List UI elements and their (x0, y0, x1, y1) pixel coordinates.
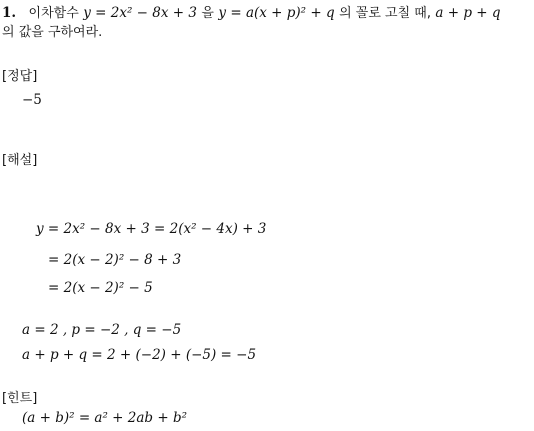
answer-label: [정답] (2, 69, 38, 84)
answer-value: −5 (22, 92, 42, 108)
problem-statement (2, 6, 501, 21)
problem-expr-3: a + p + q (435, 5, 501, 21)
hint-label: [힌트] (2, 391, 38, 406)
solution-values: a = 2 , p = −2 , q = −5 (22, 322, 182, 338)
solution-label: [해설] (2, 153, 38, 168)
problem-expr-2: y = a(x + p)² + q (218, 5, 335, 21)
problem-text-2: 을 (201, 6, 214, 21)
hint-formula: (a + b)² = a² + 2ab + b² (22, 410, 188, 426)
problem-number: 1. (2, 5, 17, 21)
solution-sum: a + p + q = 2 + (−2) + (−5) = −5 (22, 347, 257, 363)
problem-expr-1: y = 2x² − 8x + 3 (83, 5, 197, 21)
solution-step-3: = 2(x − 2)² − 5 (48, 280, 153, 296)
solution-step-1: y = 2x² − 8x + 3 = 2(x² − 4x) + 3 (36, 221, 267, 237)
problem-text-4: 의 값을 구하여라. (2, 25, 103, 40)
solution-step-2: = 2(x − 2)² − 8 + 3 (48, 252, 182, 268)
problem-text-3: 의 꼴로 고칠 때, (339, 6, 431, 21)
problem-text-1: 이차함수 (28, 6, 79, 21)
